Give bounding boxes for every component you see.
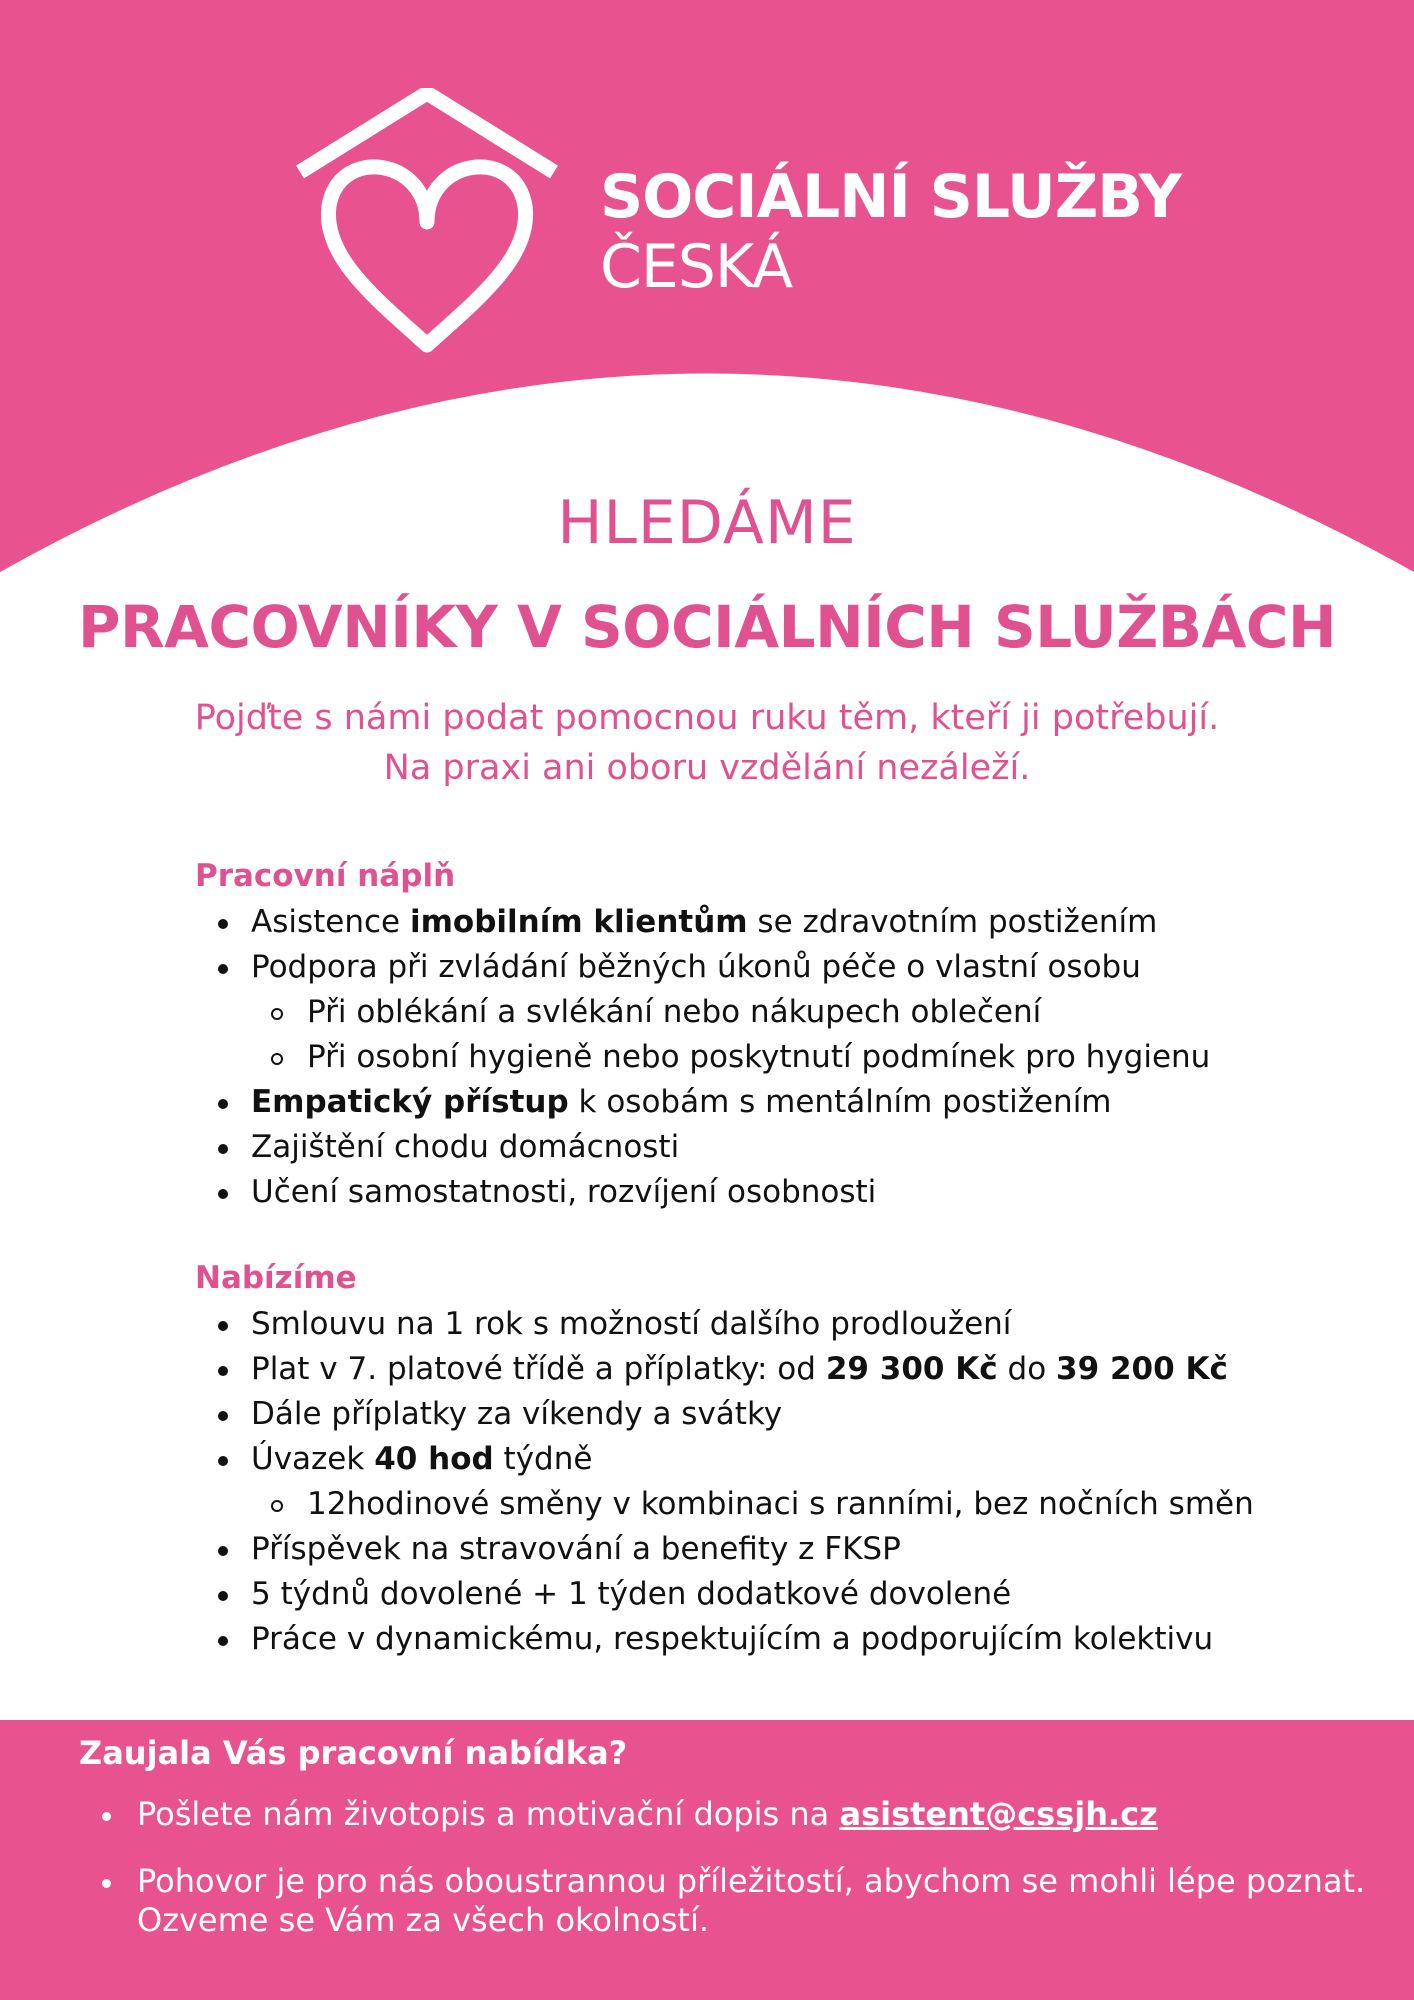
duties-heading: Pracovní náplň [195,858,456,894]
email-link[interactable]: asistent@cssjh.cz [839,1795,1158,1833]
offer-heading: Nabízíme [195,1260,357,1296]
list-item: Dále příplatky za víkendy a svátky [195,1392,1254,1437]
brand-subname: ČESKÁ [600,232,793,302]
kicker-title: HLEDÁME [557,488,857,558]
list-item: Podpora při zvládání běžných úkonů péče o vlastní osobu [195,945,1210,990]
brand-name: SOCIÁLNÍ SLUŽBY [600,162,1182,232]
footer-item-interview: Pohovor je pro nás oboustrannou příležitostí, abychom se mohli lépe poznat. Ozveme se Vám za všech okolností. [137,1862,1366,1939]
list-item: Práce v dynamickému, respektujícím a podporujícím kolektivu [195,1617,1254,1662]
sub-list-item: 12hodinové směny v kombinaci s ranními, bez nočních směn [195,1482,1254,1527]
list-item: 5 týdnů dovolené + 1 týden dodatkové dovolené [195,1572,1254,1617]
footer-heading: Zaujala Vás pracovní nabídka? [79,1734,628,1772]
list-item: Úvazek 40 hod týdně [195,1437,1254,1482]
sub-list-item: Při osobní hygieně nebo poskytnutí podmínek pro hygienu [195,1035,1210,1080]
tagline-line-2: Na praxi ani oboru vzdělání nezáleží. [383,748,1031,788]
sub-list-item: Při oblékání a svlékání nebo nákupech oblečení [195,990,1210,1035]
page-title: PRACOVNÍKY V SOCIÁLNÍCH SLUŽBÁCH [77,593,1337,661]
tagline-line-1: Pojďte s námi podat pomocnou ruku těm, kteří ji potřebují. [194,698,1220,738]
list-item: Smlouvu na 1 rok s možností dalšího prodloužení [195,1302,1254,1347]
list-item: Učení samostatnosti, rozvíjení osobnosti [195,1170,1210,1215]
list-item: Empatický přístup k osobám s mentálním postižením [195,1080,1210,1125]
duties-list [195,900,1210,1215]
tagline [0,693,1414,793]
footer-contact [0,1720,1414,2000]
list-item: Asistence imobilním klientům se zdravotním postižením [195,900,1210,945]
list-item: Příspěvek na stravování a benefity z FKSP [195,1527,1254,1572]
list-item: Plat v 7. platové třídě a příplatky: od 29 300 Kč do 39 200 Kč [195,1347,1254,1392]
footer-item-apply: Pošlete nám životopis a motivační dopis na asistent@cssjh.cz [137,1795,1158,1833]
house-heart-icon [292,88,562,358]
list-item: Zajištění chodu domácnosti [195,1125,1210,1170]
offer-list [195,1302,1254,1662]
